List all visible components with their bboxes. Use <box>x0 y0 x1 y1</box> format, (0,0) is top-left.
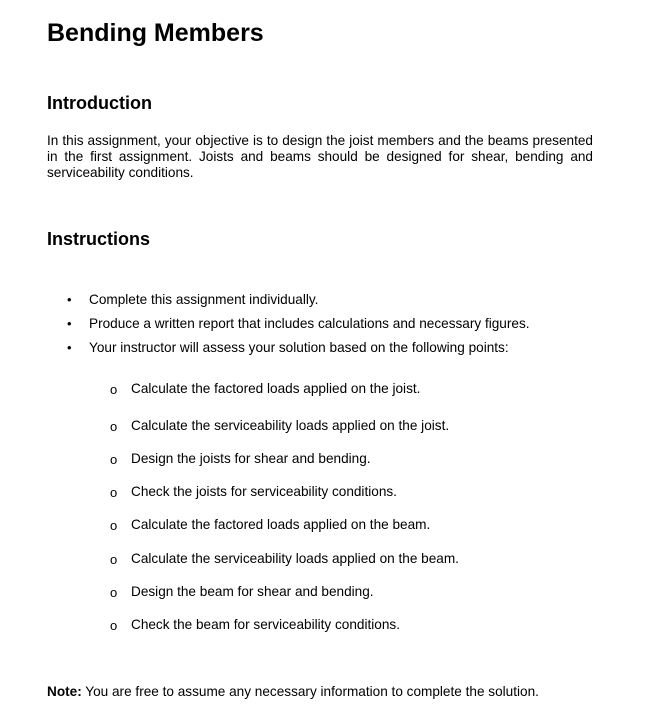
list-item: Check the joists for serviceability conditions. <box>131 484 397 499</box>
introduction-heading: Introduction <box>47 93 152 113</box>
bullet-dot: • <box>67 292 72 307</box>
circle-bullet: o <box>110 585 118 600</box>
list-item: Calculate the factored loads applied on the joist. <box>131 381 421 396</box>
list-item: Check the beam for serviceability conditions. <box>131 617 400 632</box>
circle-bullet: o <box>110 552 118 567</box>
list-item: Your instructor will assess your solution based on the following points: <box>89 340 509 355</box>
note-text: You are free to assume any necessary information to complete the solution. <box>81 684 539 699</box>
circle-bullet: o <box>110 518 118 533</box>
list-item: Calculate the serviceability loads applied on the beam. <box>131 551 459 566</box>
circle-bullet: o <box>110 618 118 633</box>
bullet-dot: • <box>67 340 72 355</box>
circle-bullet: o <box>110 419 118 434</box>
instructions-heading: Instructions <box>47 229 151 249</box>
list-item: Complete this assignment individually. <box>89 292 319 307</box>
note-paragraph <box>47 683 539 701</box>
note-label: Note: <box>47 684 82 699</box>
bullet-dot: • <box>67 316 72 331</box>
introduction-paragraph: In this assignment, your objective is to design the joist members and the beams presented in the first assignment. Joists and beams should be designed for shear, bending and serviceability conditions. <box>47 133 593 180</box>
list-item: Calculate the serviceability loads applied on the joist. <box>131 418 450 433</box>
circle-bullet: o <box>110 452 118 467</box>
list-item: Calculate the factored loads applied on the beam. <box>131 517 431 532</box>
list-item: Design the joists for shear and bending. <box>131 451 371 466</box>
circle-bullet: o <box>110 382 118 397</box>
circle-bullet: o <box>110 485 118 500</box>
list-item: Design the beam for shear and bending. <box>131 584 374 599</box>
list-item: Produce a written report that includes calculations and necessary figures. <box>89 316 530 331</box>
document-title: Bending Members <box>47 19 264 47</box>
